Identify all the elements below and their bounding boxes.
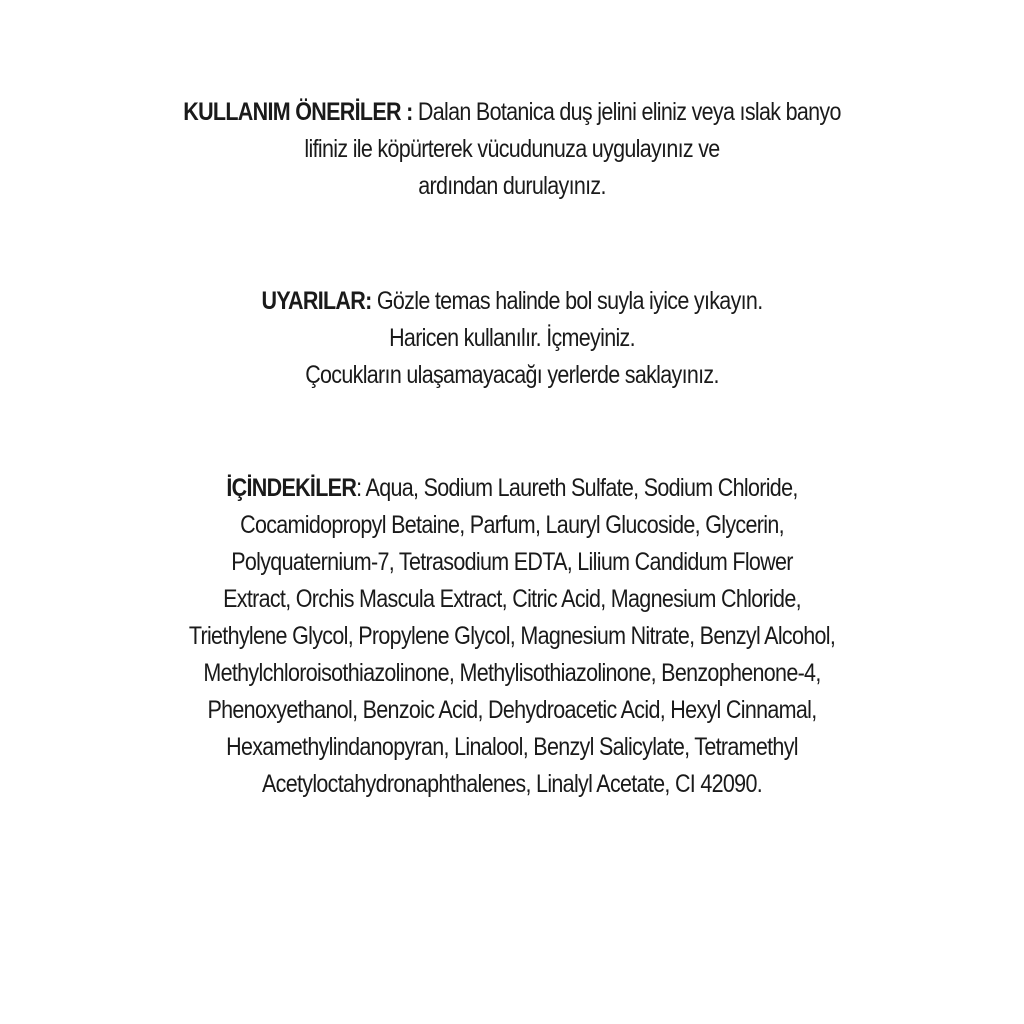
warnings-text-1: Gözle temas halinde bol suyla iyice yıkayın. — [371, 287, 763, 315]
ingredients-line-8: Hexamethylindanopyran, Linalool, Benzyl Salicylate, Tetramethyl — [226, 733, 798, 761]
ingredients-text-1: : Aqua, Sodium Laureth Sulfate, Sodium Chloride, — [356, 474, 798, 502]
ingredients-line-4: Extract, Orchis Mascula Extract, Citric Acid, Magnesium Chloride, — [223, 585, 801, 613]
ingredients-line-2: Cocamidopropyl Betaine, Parfum, Lauryl Glucoside, Glycerin, — [240, 511, 784, 539]
warnings-section — [0, 283, 1024, 394]
ingredients-line-9: Acetyloctahydronaphthalenes, Linalyl Acetate, CI 42090. — [261, 770, 763, 798]
ingredients-line-3: Polyquaternium-7, Tetrasodium EDTA, Lilium Candidum Flower — [231, 548, 793, 576]
usage-text-1: Dalan Botanica duş jelini eliniz veya ıslak banyo — [412, 98, 841, 126]
usage-line-2: lifiniz ile köpürterek vücudunuza uygulayınız ve — [304, 135, 720, 163]
ingredients-line-6: Methylchloroisothiazolinone, Methylisothiazolinone, Benzophenone-4, — [203, 659, 821, 687]
warnings-line-1 — [72, 283, 953, 320]
ingredients-line-7: Phenoxyethanol, Benzoic Acid, Dehydroacetic Acid, Hexyl Cinnamal, — [207, 696, 817, 724]
ingredients-section — [0, 470, 1024, 803]
usage-label: KULLANIM ÖNERİLER : — [183, 98, 413, 126]
warnings-line-3: Çocukların ulaşamayacağı yerlerde saklayınız. — [305, 361, 719, 389]
usage-line-1 — [72, 94, 953, 131]
warnings-line-2: Haricen kullanılır. İçmeyiniz. — [389, 324, 635, 352]
ingredients-line-5: Triethylene Glycol, Propylene Glycol, Magnesium Nitrate, Benzyl Alcohol, — [188, 622, 836, 650]
usage-line-3: ardından durulayınız. — [418, 172, 606, 200]
ingredients-label: İÇİNDEKİLER — [226, 474, 357, 502]
ingredients-line-1 — [72, 470, 953, 507]
warnings-label: UYARILAR: — [261, 287, 372, 315]
usage-instructions-section — [0, 94, 1024, 205]
